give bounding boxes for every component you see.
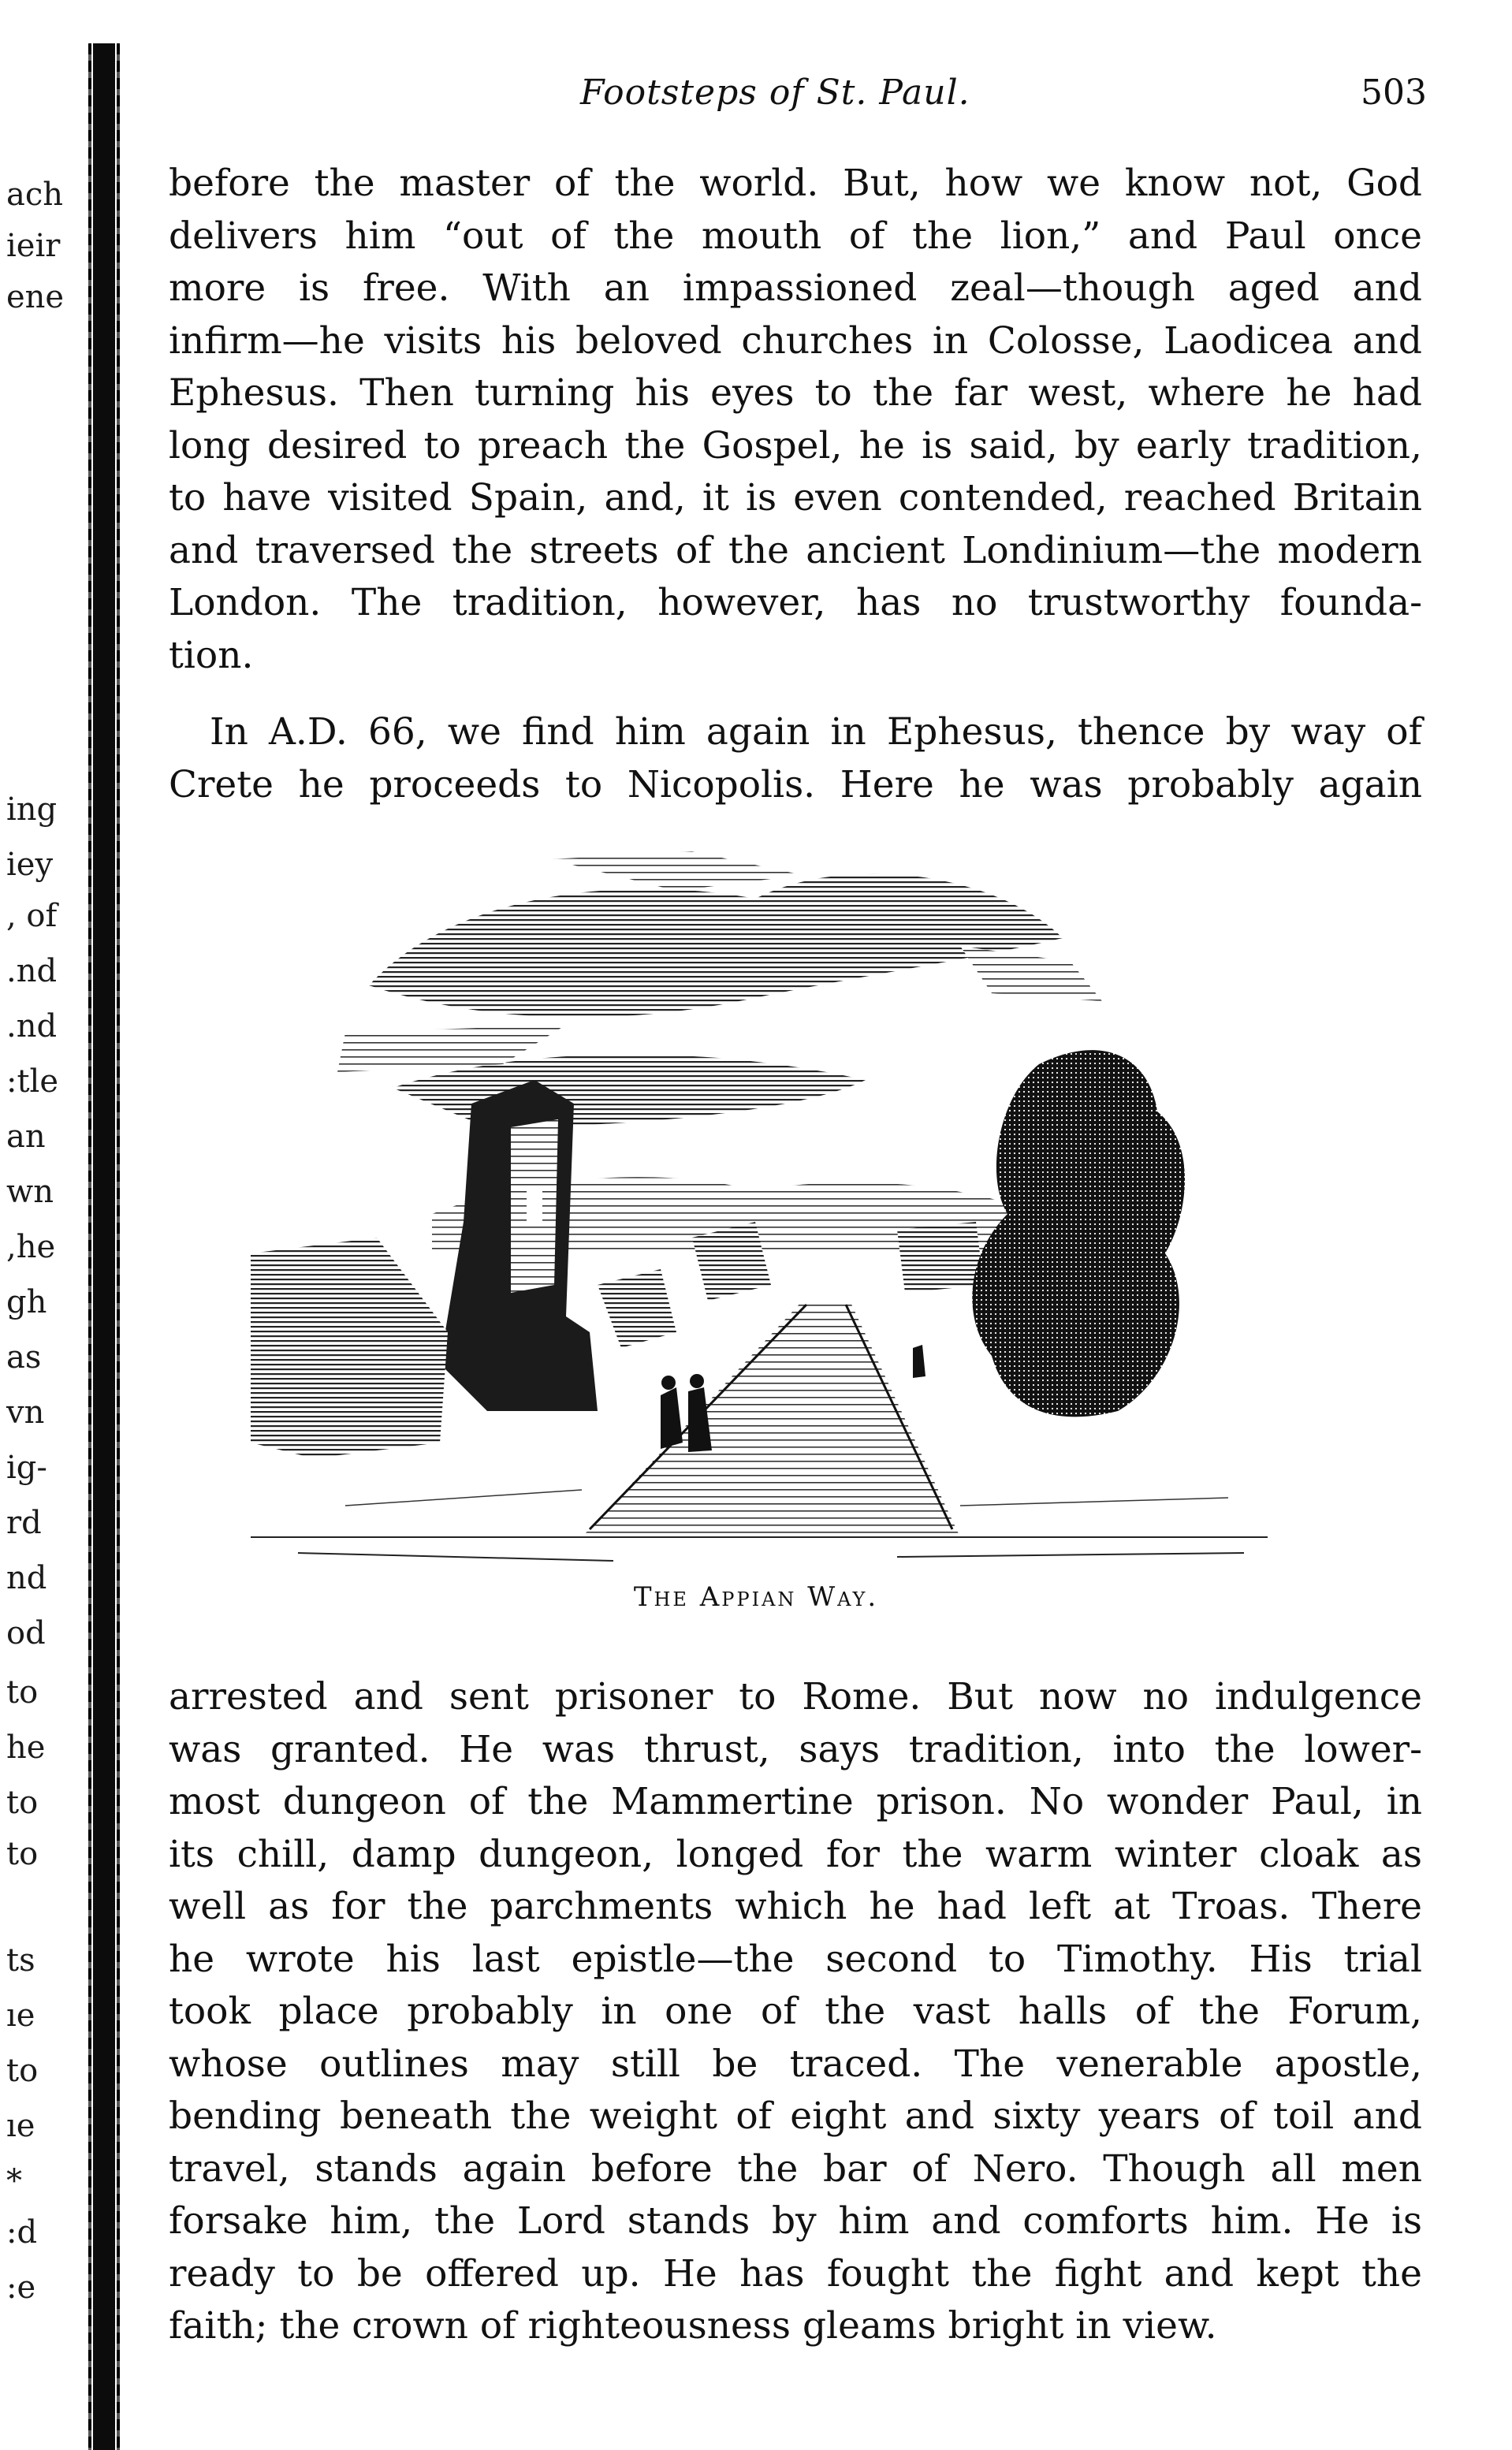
fragment: .nd [6,953,58,989]
fragment: od [6,1615,46,1651]
text-line: tion. [169,633,254,677]
fragment: ts [6,1942,35,1979]
facing-page-fragments [0,0,87,2450]
text-line: most dungeon of the Mammertine prison. No wonder Paul, in [169,1780,1422,1823]
fragment: nd [6,1560,47,1596]
fragment: :tle [6,1063,59,1100]
fragment: to [6,1674,39,1711]
fragment: vn [6,1394,45,1431]
fragment: he [6,1730,46,1766]
figure-caption: The Appian Way. [633,1581,879,1613]
running-header [158,73,1427,128]
fragment: to [6,2053,39,2089]
fragment: :e [6,2269,36,2306]
text-line: arrested and sent prisoner to Rome. But now no indulgence [169,1675,1422,1718]
text-line: and traversed the streets of the ancient Londinium—the modern [169,528,1422,572]
fragment: wn [6,1174,54,1210]
appian-way-engraving [251,843,1268,1584]
text-line: before the master of the world. But, how we know not, God [169,162,1422,205]
fragment: ,he [6,1229,56,1265]
fragment: gh [6,1284,47,1320]
fragment: ıe [6,2108,35,2144]
fragment: ach [6,177,64,213]
text-line: whose outlines may still be traced. The venerable apostle, [169,2042,1422,2086]
text-line: long desired to preach the Gospel, he is said, by early tradition, [169,423,1422,467]
fragment: , of [6,898,58,934]
fragment: to [6,1836,39,1872]
text-line: well as for the parchments which he had left at Troas. There [169,1885,1422,1928]
text-line: faith; the crown of righteousness gleams bright in view. [169,2304,1217,2348]
fragment: ig- [6,1450,47,1486]
text-line: bending beneath the weight of eight and sixty years of toil and [169,2094,1422,2138]
text-line: Ephesus. Then turning his eyes to the far west, where he had [169,371,1422,415]
text-line: he wrote his last epistle—the second to Timothy. His trial [169,1937,1422,1981]
text-line: its chill, damp dungeon, longed for the warm winter cloak as [169,1832,1422,1876]
text-line: travel, stands again before the bar of Nero. Though all men [169,2147,1422,2191]
fragment: .nd [6,1008,58,1044]
paragraph [169,1671,1422,2353]
text-line: infirm—he visits his beloved churches in Colosse, Laodicea and [169,318,1422,363]
text-line: forsake him, the Lord stands by him and comforts him. He is [169,2199,1422,2243]
paragraph [169,706,1422,811]
text-line: took place probably in one of the vast halls of the Forum, [169,1990,1422,2033]
fragment: an [6,1119,46,1155]
text-line: Crete he proceeds to Nicopolis. Here he was probably again [169,762,1422,806]
fragment: ıe [6,1998,35,2034]
text-line: ready to be offered up. He has fought the fight and kept the [169,2251,1422,2295]
text-line: was granted. He was thrust, says tradition, into the lower- [169,1727,1422,1771]
fragment: :d [6,2214,38,2251]
fragment: as [6,1339,42,1376]
text-line: London. The tradition, however, has no trustworthy founda- [169,581,1422,624]
fragment: ing [6,791,58,828]
page-number: 503 [1361,73,1427,113]
fragment: to [6,1785,39,1821]
text-line: delivers him “out of the mouth of the lion,” and Paul once [169,214,1422,258]
text-line: to have visited Spain, and, it is even contended, reached Britain [169,476,1422,519]
fragment: rd [6,1505,42,1541]
binding-gutter [93,43,115,2450]
fragment: * [6,2163,22,2199]
running-title: Footsteps of St. Paul. [580,73,970,113]
fragment: iey [6,847,54,883]
text-line: more is free. With an impassioned zeal—though aged and [169,266,1422,310]
paragraph [169,158,1422,682]
fragment: ene [6,279,65,315]
text-line: In A.D. 66, we find him again in Ephesus, thence by way of [210,710,1422,754]
fragment: ieir [6,228,61,264]
